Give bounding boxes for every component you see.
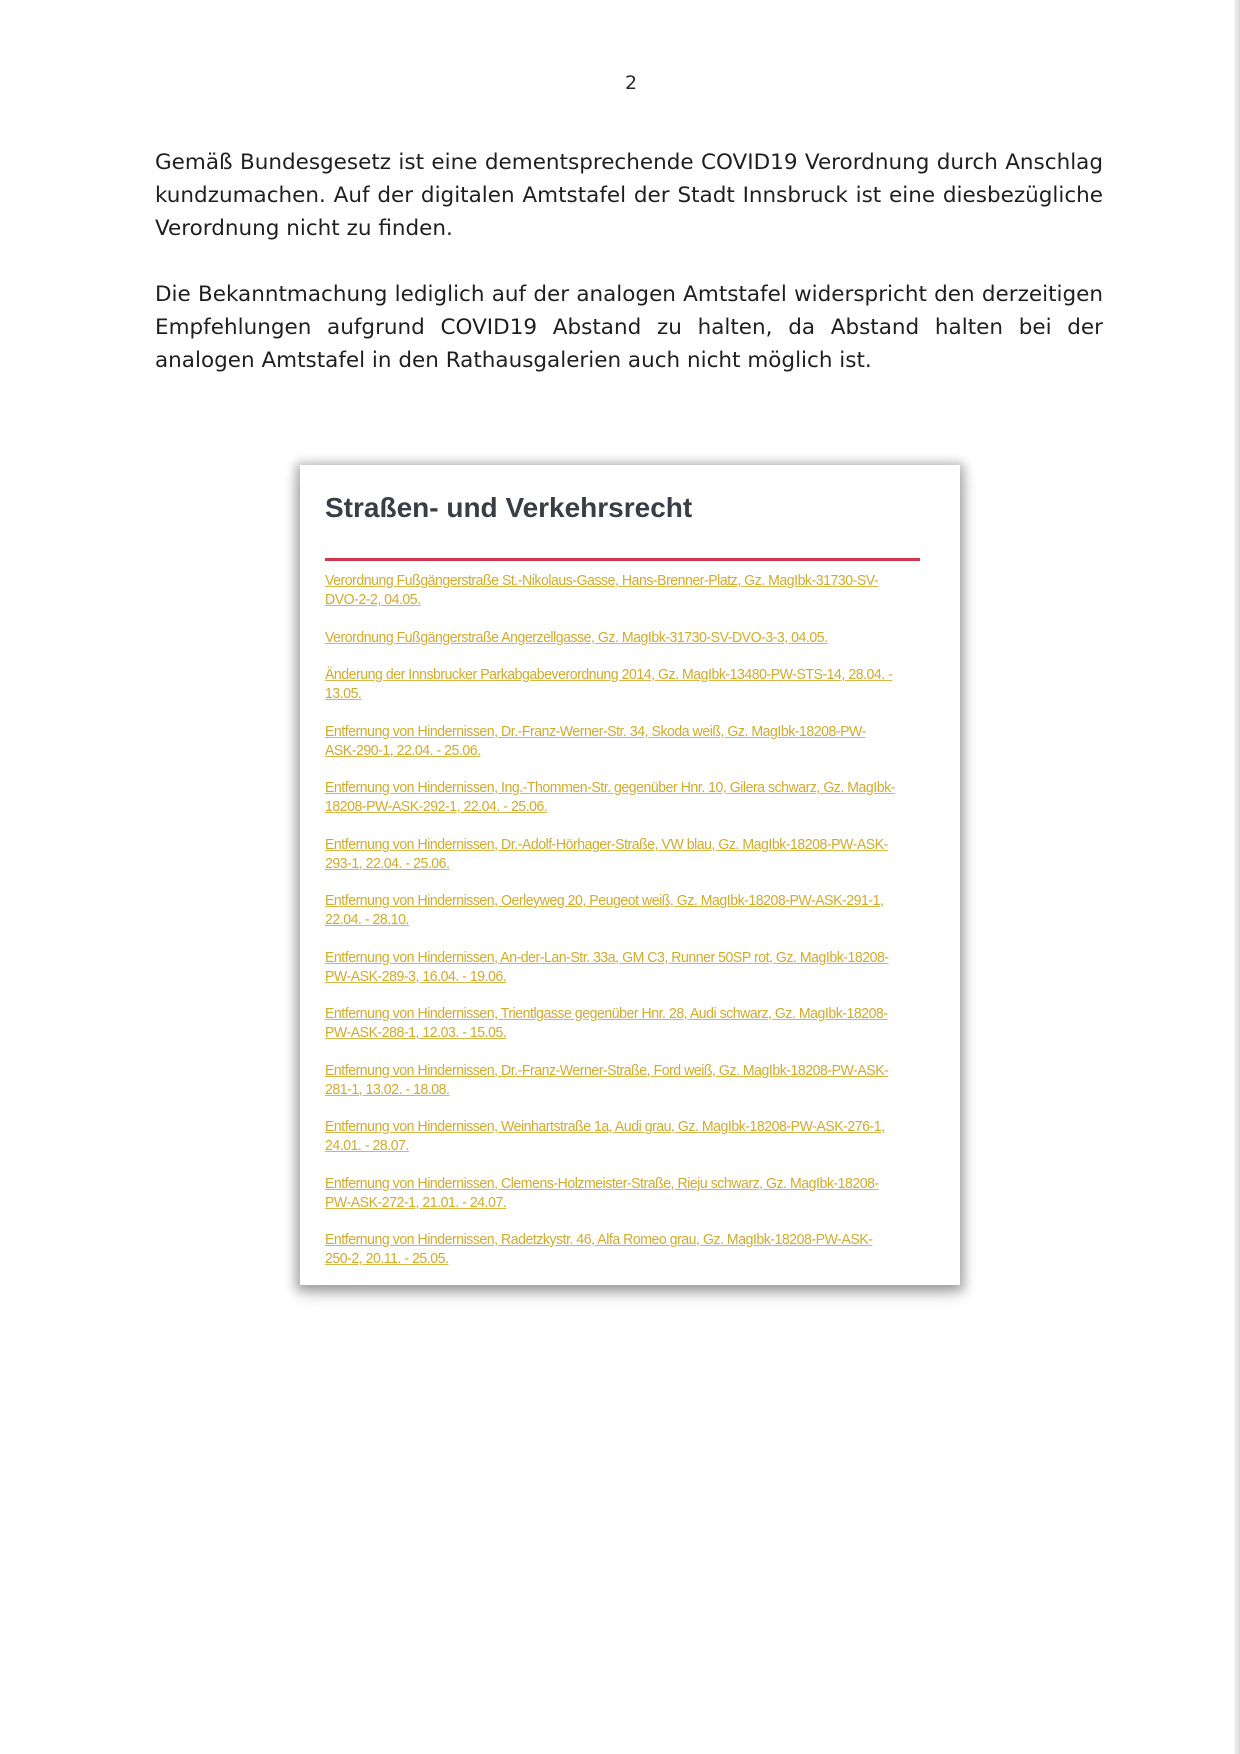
notice-link[interactable]: Entfernung von Hindernissen, Trientlgasse gegenüber Hnr. 28, Audi schwarz, Gz. MagIbk-18208-PW-ASK-288-1, 12.03. - 15.05. bbox=[325, 1005, 888, 1041]
notice-link[interactable]: Entfernung von Hindernissen, Oerleyweg 20, Peugeot weiß, Gz. MagIbk-18208-PW-ASK-291-1, 22.04. - 28.10. bbox=[325, 892, 884, 928]
notice-entry-list bbox=[325, 571, 936, 1268]
page-edge-shadow bbox=[1234, 0, 1240, 1754]
notice-title: Straßen- und Verkehrsrecht bbox=[325, 492, 693, 523]
notice-link[interactable]: Entfernung von Hindernissen, Dr.-Adolf-Hörhager-Straße, VW blau, Gz. MagIbk-18208-PW-ASK-293-1, 22.04. - 25.06. bbox=[325, 835, 888, 872]
list-item bbox=[325, 1004, 936, 1042]
list-item bbox=[325, 778, 936, 816]
notice-link[interactable]: Entfernung von Hindernissen, Radetzkystr. 46, Alfa Romeo grau, Gz. MagIbk-18208-PW-ASK-250-2, 20.11. - 25.05. bbox=[325, 1231, 873, 1267]
list-item bbox=[325, 1174, 936, 1212]
list-item bbox=[325, 1117, 936, 1155]
notice-link[interactable]: Entfernung von Hindernissen, Clemens-Holzmeister-Straße, Rieju schwarz, Gz. MagIbk-18208-PW-ASK-272-1, 21.01. - 24.07. bbox=[325, 1174, 879, 1211]
list-item bbox=[325, 1230, 936, 1268]
list-item bbox=[325, 571, 936, 609]
notice-link[interactable]: Verordnung Fußgängerstraße Angerzellgasse, Gz. MagIbk-31730-SV-DVO-3-3, 04.05. bbox=[325, 628, 828, 646]
notice-link[interactable]: Entfernung von Hindernissen, Weinhartstraße 1a, Audi grau, Gz. MagIbk-18208-PW-ASK-276-1, 24.01. - 28.07. bbox=[325, 1118, 885, 1154]
list-item bbox=[325, 1061, 936, 1099]
notice-link[interactable]: Änderung der Innsbrucker Parkabgabeverordnung 2014, Gz. MagIbk-13480-PW-STS-14, 28.04. - 13.05. bbox=[325, 666, 893, 702]
amtstafel-screenshot bbox=[300, 465, 960, 1285]
notice-link[interactable]: Entfernung von Hindernissen, An-der-Lan-Str. 33a, GM C3, Runner 50SP rot, Gz. MagIbk-18208-PW-ASK-289-3, 16.04. - 19.06. bbox=[325, 948, 889, 985]
list-item bbox=[325, 722, 936, 760]
list-item bbox=[325, 948, 936, 986]
notice-link[interactable]: Entfernung von Hindernissen, Dr.-Franz-Werner-Straße, Ford weiß, Gz. MagIbk-18208-PW-ASK-281-1, 13.02. - 18.08. bbox=[325, 1061, 889, 1098]
list-item bbox=[325, 628, 936, 647]
notice-link[interactable]: Verordnung Fußgängerstraße St.-Nikolaus-Gasse, Hans-Brenner-Platz, Gz. MagIbk-31730-SV-DVO-2-2, 04.05. bbox=[325, 572, 879, 608]
list-item bbox=[325, 665, 936, 703]
title-underline bbox=[325, 558, 920, 561]
list-item bbox=[325, 891, 936, 929]
list-item bbox=[325, 835, 936, 873]
paragraph-distance-concern: Die Bekanntmachung lediglich auf der analogen Amtstafel widerspricht den derzeitigen Empfehlungen aufgrund COVID19 Abstand zu halten, da Abstand halten bei der analogen Amtstafel in den Rathausgalerien auch nicht möglich ist. bbox=[155, 282, 1103, 373]
notice-link[interactable]: Entfernung von Hindernissen, Dr.-Franz-Werner-Str. 34, Skoda weiß, Gz. MagIbk-18208-PW-ASK-290-1, 22.04. - 25.06. bbox=[325, 722, 866, 759]
page-number: 2 bbox=[624, 72, 638, 94]
paragraph-legal-basis: Gemäß Bundesgesetz ist eine dementsprechende COVID19 Verordnung durch Anschlag kundzumachen. Auf der digitalen Amtstafel der Stadt Innsbruck ist eine diesbezügliche Verordnung nicht zu finden. bbox=[155, 150, 1103, 241]
notice-link[interactable]: Entfernung von Hindernissen, Ing.-Thommen-Str. gegenüber Hnr. 10, Gilera schwarz, Gz. MagIbk-18208-PW-ASK-292-1, 22.04. - 25.06. bbox=[325, 779, 895, 815]
